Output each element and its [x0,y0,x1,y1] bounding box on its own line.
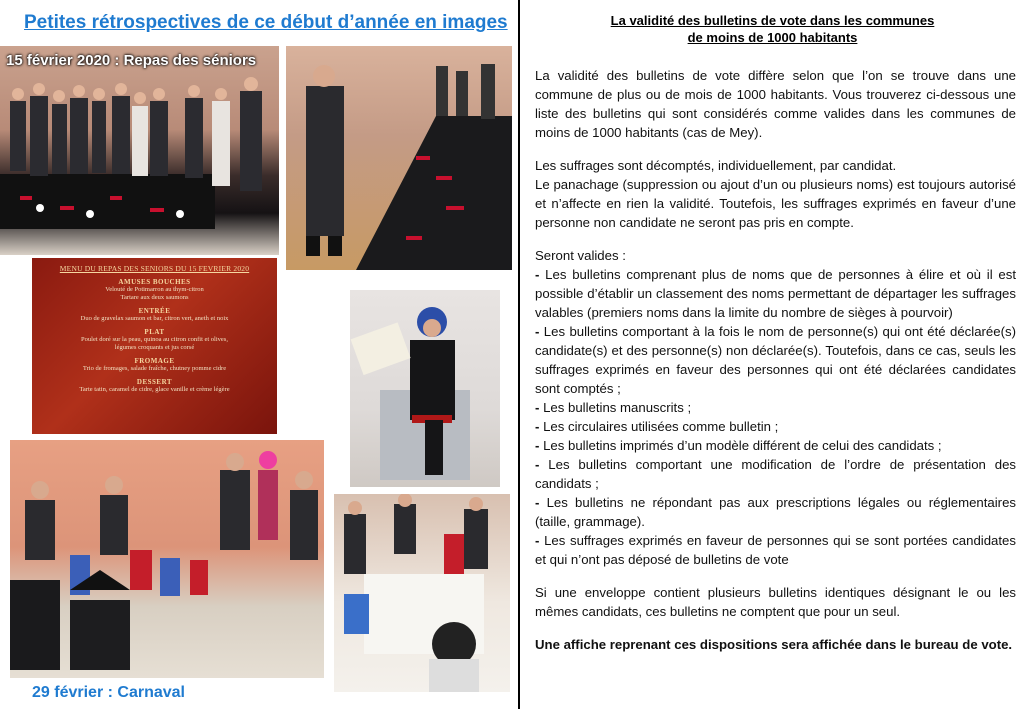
paragraph-poster: Une affiche reprenant ces dispositions sera affichée dans le bureau de vote. [535,637,1013,652]
menu-item: Poulet doré sur la peau, quinoa au citron confit et olives, [81,336,228,343]
article-body [535,66,1016,654]
menu-heading: ENTRÉE [138,307,171,315]
menu-section [32,378,277,394]
page-title: Petites rétrospectives de ce début d’année en images [24,12,508,33]
menu-card [32,258,277,434]
menu-heading: DESSERT [136,378,173,386]
photo-storyteller [350,290,500,487]
menu-section [32,307,277,323]
menu-title: MENU DU REPAS DES SENIORS DU 15 FEVRIER 2020 [59,264,250,273]
photo-carnival-group [10,440,324,678]
list-item: - Les bulletins imprimés d’un modèle différent de celui des candidats ; [535,438,942,453]
menu-section [32,357,277,373]
article-title [521,12,1024,46]
menu-heading: PLAT [144,328,165,336]
column-divider [518,0,520,709]
article-title-line: de moins de 1000 habitants [687,30,858,45]
caption-seniors-meal: 15 février 2020 : Repas des séniors [6,52,257,69]
article [521,0,1024,709]
paragraph-intro: La validité des bulletins de vote diffère selon que l’on se trouve dans une commune de plus ou de mois de 1000 habitants. Vous trouverez ci-dessous une liste des bulletins qui sont considérés comme valides dans les communes de moins de 1000 habitants (cas de Mey). [535,68,1016,140]
list-item: - Les circulaires utilisées comme bulletin ; [535,419,779,434]
list-item: - Les bulletins ne répondant pas aux prescriptions légales ou réglementaires (taille, grammage). [535,495,1017,529]
menu-item: Tarte tatin, caramel de cidre, glace vanille et crème légère [79,386,230,393]
menu-heading: AMUSES BOUCHES [118,278,191,286]
menu-item: Velouté de Potimarron au thym-citron [105,286,204,293]
list-item: - Les suffrages exprimés en faveur de personnes qui se sont portées candidates et qui n’ont pas déposé de bulletins de vote [535,533,1016,567]
menu-item: Trio de fromages, salade fraîche, chutney pomme cidre [82,365,227,372]
paragraph-panachage: Le panachage (suppression ou ajout d’un ou plusieurs noms) est toujours autorisé et n’affecte en rien la validité. Toutefois, les suffrages exprimés en faveur d’une personne non candidate ne seront pas pris en compte. [535,177,1016,230]
menu-section [32,328,277,352]
menu-item: Tartare aux deux saumons [120,294,189,301]
menu-heading: FROMAGE [134,357,175,365]
paragraph-counting: Les suffrages sont décomptés, individuellement, par candidat. [535,158,897,173]
menu-item: Duo de gravelax saumon et bar, citron vert, aneth et noix [80,315,229,322]
list-heading: Seront valides : [535,248,626,263]
photo-children-drawing [334,494,510,692]
list-item: - Les bulletins manuscrits ; [535,400,692,415]
photo-seniors-group [0,46,279,255]
article-title-line: La validité des bulletins de vote dans les communes [610,13,935,28]
menu-item: légumes croquants et jus corsé [114,344,195,351]
photo-speaker [286,46,512,270]
list-item: - Les bulletins comportant une modification de l’ordre de présentation des candidats ; [535,457,1016,491]
list-item: - Les bulletins comportant à la fois le nom de personne(s) qui ont été déclarée(s) candidate(s) et des personne(s) non déclarée(s). Toutefois, dans ce cas, seuls les suffrages exprimés en faveur des personnes qui ont été déclarées candidates sont comptés ; [535,324,1016,396]
menu-section [32,278,277,302]
list-item: - Les bulletins comprenant plus de noms que de personnes à élire et où il est possible d’établir un classement des noms permettant de départager les suffrages valables (premiers noms dans la limite du nombre de sièges à pourvoir) [535,267,1016,320]
paragraph-envelope: Si une enveloppe contient plusieurs bulletins identiques désignant le ou les mêmes candidats, ces bulletins ne comptent que pour un seul. [535,585,1016,619]
caption-carnival: 29 février : Carnaval [32,684,185,701]
